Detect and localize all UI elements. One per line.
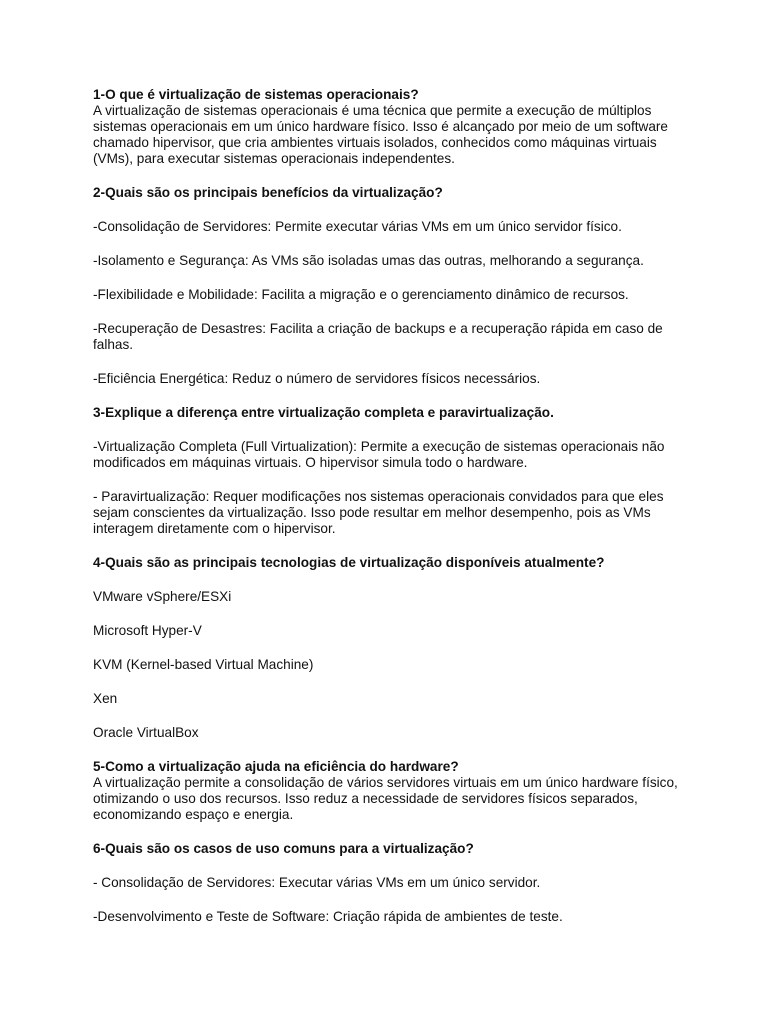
technology-item: Oracle VirtualBox	[93, 725, 199, 740]
benefit-item: -Consolidação de Servidores: Permite executar várias VMs em um único servidor físico.	[93, 219, 622, 234]
question-6-title: 6-Quais são os casos de uso comuns para a virtualização?	[93, 841, 474, 856]
use-case-item: -Desenvolvimento e Teste de Software: Criação rápida de ambientes de teste.	[93, 909, 563, 924]
question-2-title: 2-Quais são os principais benefícios da virtualização?	[93, 185, 443, 200]
technology-item: KVM (Kernel-based Virtual Machine)	[93, 657, 314, 672]
benefit-item: -Flexibilidade e Mobilidade: Facilita a migração e o gerenciamento dinâmico de recursos.	[93, 287, 629, 302]
question-5-answer: A virtualização permite a consolidação de vários servidores virtuais em um único hardware físico, otimizando o uso dos recursos. Isso reduz a necessidade de servidores físicos separados, economizando espaço e energia.	[93, 775, 678, 822]
technology-item: Microsoft Hyper-V	[93, 623, 202, 638]
benefit-item: -Eficiência Energética: Reduz o número de servidores físicos necessários.	[93, 371, 541, 386]
benefit-item: -Isolamento e Segurança: As VMs são isoladas umas das outras, melhorando a segurança.	[93, 253, 644, 268]
use-case-item: - Consolidação de Servidores: Executar várias VMs em um único servidor.	[93, 875, 541, 890]
difference-item: -Virtualização Completa (Full Virtualization): Permite a execução de sistemas operacionais não modificados em máquinas virtuais. O hipervisor simula todo o hardware.	[93, 439, 665, 470]
technology-item: Xen	[93, 691, 118, 706]
difference-item: - Paravirtualização: Requer modificações nos sistemas operacionais convidados para que eles sejam conscientes da virtualização. Isso pode resultar em melhor desempenho, pois as VMs interagem diretamente com o hipervisor.	[93, 489, 664, 536]
technology-item: VMware vSphere/ESXi	[93, 589, 232, 604]
benefit-item: -Recuperação de Desastres: Facilita a criação de backups e a recuperação rápida em caso de falhas.	[93, 321, 663, 352]
question-5-title: 5-Como a virtualização ajuda na eficiência do hardware?	[93, 759, 459, 774]
question-3-title: 3-Explique a diferença entre virtualização completa e paravirtualização.	[93, 405, 554, 420]
question-4-title: 4-Quais são as principais tecnologias de virtualização disponíveis atualmente?	[93, 555, 605, 570]
question-1-title: 1-O que é virtualização de sistemas operacionais?	[93, 87, 419, 102]
document-page	[93, 87, 683, 925]
question-1-answer: A virtualização de sistemas operacionais é uma técnica que permite a execução de múltiplos sistemas operacionais em um único hardware físico. Isso é alcançado por meio de um software chamado hipervisor, que cria ambientes virtuais isolados, conhecidos como máquinas virtuais (VMs), para executar sistemas operacionais independentes.	[93, 103, 668, 166]
